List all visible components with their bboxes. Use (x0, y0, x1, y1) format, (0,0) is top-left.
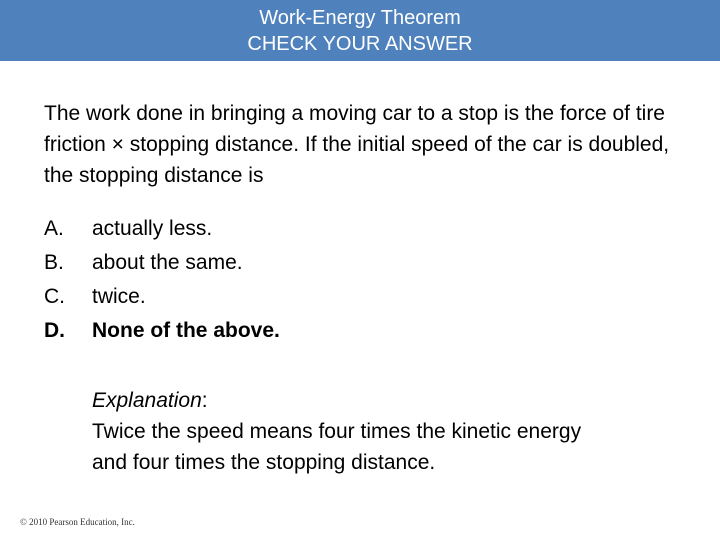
option-b (44, 246, 684, 280)
explanation-line-2: and four times the stopping distance. (92, 451, 436, 474)
copyright-notice: © 2010 Pearson Education, Inc. (20, 517, 135, 527)
option-a (44, 212, 684, 246)
option-letter: A. (44, 217, 64, 240)
option-text: twice. (92, 285, 146, 308)
option-d (44, 314, 684, 348)
option-text: actually less. (92, 217, 213, 240)
option-text: None of the above. (92, 319, 280, 342)
question-text: The work done in bringing a moving car to a stop is the force of tire friction × stopping distance. If the initial speed of the car is doubled, the stopping distance is (44, 102, 670, 187)
slide-header (0, 0, 720, 61)
slide-title: Work-Energy Theorem (259, 6, 461, 29)
option-letter: D. (44, 319, 65, 342)
slide-subtitle: CHECK YOUR ANSWER (247, 32, 473, 55)
option-c (44, 280, 684, 314)
option-letter: B. (44, 251, 64, 274)
answer-options (44, 212, 684, 348)
option-letter: C. (44, 285, 65, 308)
explanation-colon: : (201, 389, 208, 412)
explanation-line-1: Twice the speed means four times the kinetic energy (92, 420, 582, 443)
explanation-block (92, 385, 692, 478)
explanation-label: Explanation (92, 389, 202, 412)
option-text: about the same. (92, 251, 243, 274)
